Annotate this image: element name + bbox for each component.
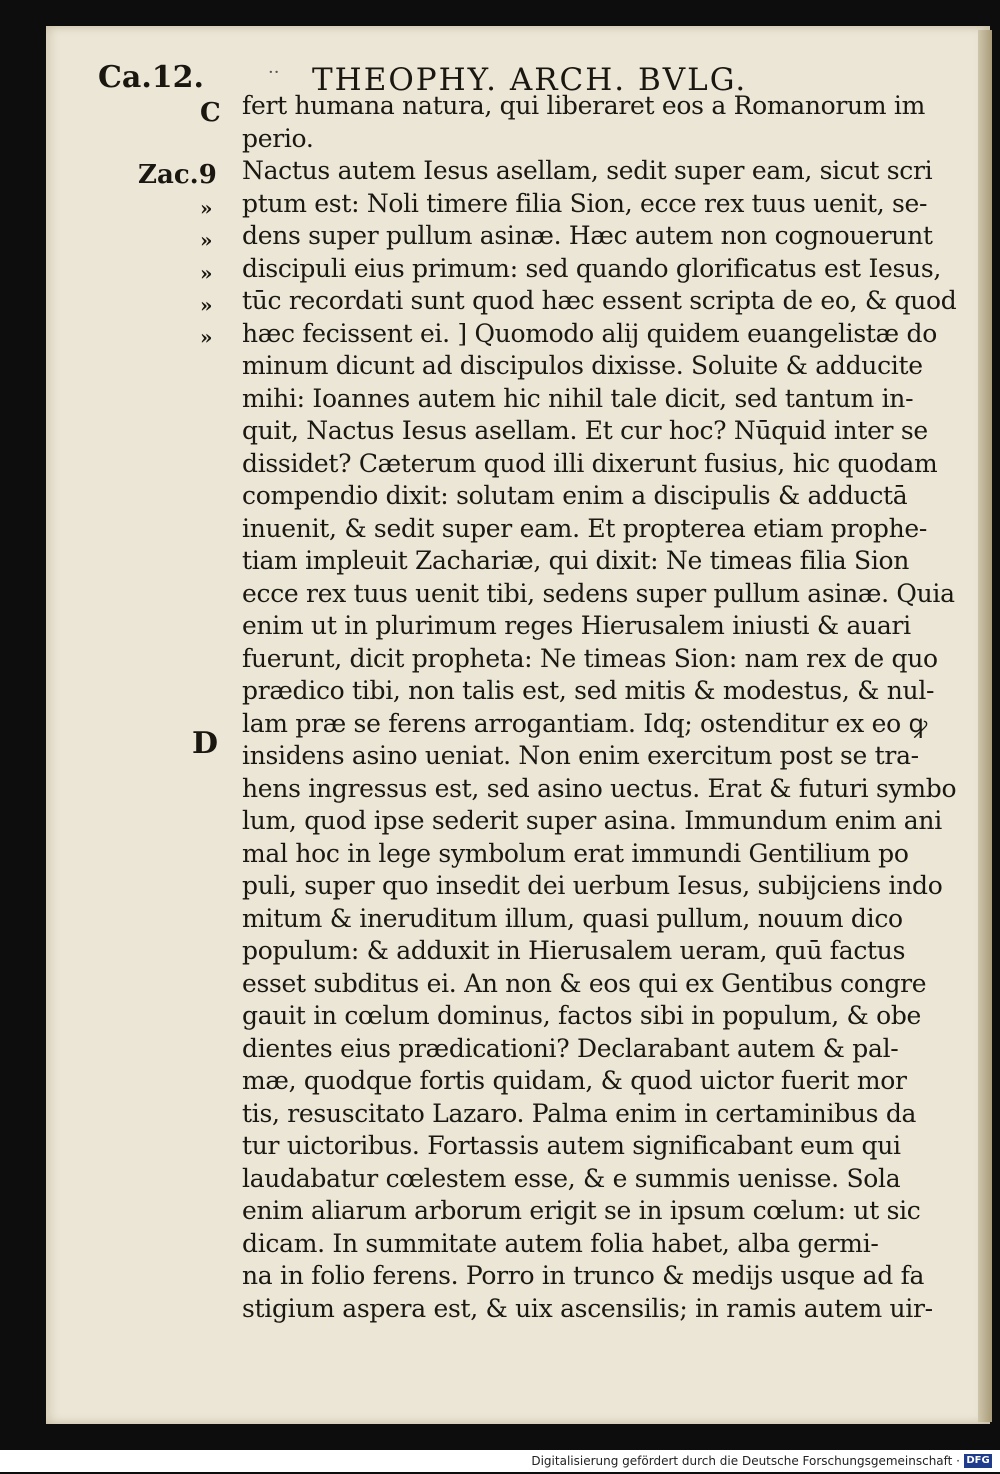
text-line: quit, Nactus Iesus asellam. Et cur hoc? Nūquid inter se xyxy=(242,416,928,445)
text-line: gauit in cœlum dominus, factos sibi in populum, & obe xyxy=(242,1001,922,1030)
text-line: mihi: Ioannes autem hic nihil tale dicit, sed tantum in- xyxy=(242,383,914,413)
chapter-marker: Ca.12. xyxy=(98,60,204,95)
running-title: THEOPHY. ARCH. BVLG. xyxy=(312,62,748,98)
dfg-logo: DFG xyxy=(964,1454,992,1468)
text-line: enim ut in plurimum reges Hierusalem iniusti & auari xyxy=(242,611,911,640)
text-line: minum dicunt ad discipulos dixisse. Soluite & adducite xyxy=(242,351,923,380)
margin-ref-zacharias: Zac.9 xyxy=(138,160,217,190)
text-line: ptum est: Noli timere filia Sion, ecce rex tuus uenit, se- xyxy=(242,188,928,218)
text-line: dens super pullum asinæ. Hæc autem non cognouerunt xyxy=(242,221,933,250)
text-line: mal hoc in lege symbolum erat immundi Gentilium po xyxy=(242,838,909,868)
text-line: enim aliarum arborum erigit se in ipsum cœlum: ut sic xyxy=(242,1196,921,1225)
text-line: hæc fecissent ei. ] Quomodo alij quidem euangelistæ do xyxy=(242,318,937,348)
text-line: mitum & ineruditum illum, quasi pullum, nouum dico xyxy=(242,903,903,933)
text-line: compendio dixit: solutam enim a discipulis & adductā xyxy=(242,481,908,510)
quote-mark-3: » xyxy=(200,261,213,285)
text-line: lum, quod ipse sederit super asina. Immundum enim ani xyxy=(242,806,942,835)
text-line: ecce rex tuus uenit tibi, sedens super pullum asinæ. Quia xyxy=(242,578,955,608)
quote-mark-5: » xyxy=(200,325,213,349)
text-line: perio. xyxy=(242,123,314,153)
margin-letter-c: C xyxy=(200,98,221,128)
page-edge xyxy=(978,30,992,1422)
text-line: insidens asino ueniat. Non enim exercitum post se tra- xyxy=(242,741,919,770)
text-line: dicam. In summitate autem folia habet, alba germi- xyxy=(242,1228,879,1258)
funding-credit: Digitalisierung gefördert durch die Deutsche Forschungsgemeinschaft · xyxy=(531,1454,960,1468)
running-header xyxy=(0,38,1000,98)
text-line: stigium aspera est, & uix ascensilis; in ramis autem uir- xyxy=(242,1293,933,1323)
quote-mark-1: » xyxy=(200,196,213,220)
text-line: fuerunt, dicit propheta: Ne timeas Sion: nam rex de quo xyxy=(242,643,938,673)
digitization-footer xyxy=(0,1450,1000,1472)
text-line: Nactus autem Iesus asellam, sedit super eam, sicut scri xyxy=(242,156,933,185)
text-line: na in folio ferens. Porro in trunco & medijs usque ad fa xyxy=(242,1261,925,1290)
text-line: inuenit, & sedit super eam. Et propterea etiam prophe- xyxy=(242,513,928,543)
text-line: puli, super quo insedit dei uerbum Iesus, subijciens indo xyxy=(242,871,943,900)
header-ornament: ·· xyxy=(268,62,280,83)
text-line: tis, resuscitato Lazaro. Palma enim in certaminibus da xyxy=(242,1098,917,1128)
body-text xyxy=(242,90,972,1325)
text-line: esset subditus ei. An non & eos qui ex Gentibus congre xyxy=(242,968,927,998)
text-line: dientes eius prædicationi? Declarabant autem & pal- xyxy=(242,1033,899,1063)
margin-letter-d: D xyxy=(192,726,219,761)
text-line: tūc recordati sunt quod hæc essent scripta de eo, & quod xyxy=(242,286,957,315)
quote-mark-2: » xyxy=(200,228,213,252)
text-line: fert humana natura, qui liberaret eos a Romanorum im xyxy=(242,91,926,120)
quote-mark-4: » xyxy=(200,293,213,317)
text-line: mæ, quodque fortis quidam, & quod uictor fuerit mor xyxy=(242,1066,907,1095)
text-line: hens ingressus est, sed asino uectus. Erat & futuri symbo xyxy=(242,773,957,803)
text-line: lam præ se ferens arrogantiam. Idq; ostenditur ex eo ꝙ xyxy=(242,708,927,738)
text-line: tur uictoribus. Fortassis autem significabant eum qui xyxy=(242,1131,901,1160)
text-line: discipuli eius primum: sed quando glorificatus est Iesus, xyxy=(242,253,942,283)
text-line: laudabatur cœlestem esse, & e summis uenisse. Sola xyxy=(242,1163,901,1193)
text-line: dissidet? Cæterum quod illi dixerunt fusius, hic quodam xyxy=(242,448,938,478)
text-line: prædico tibi, non talis est, sed mitis & modestus, & nul- xyxy=(242,676,935,705)
text-line: populum: & adduxit in Hierusalem ueram, quū factus xyxy=(242,936,906,965)
text-line: tiam impleuit Zachariæ, qui dixit: Ne timeas filia Sion xyxy=(242,546,910,575)
